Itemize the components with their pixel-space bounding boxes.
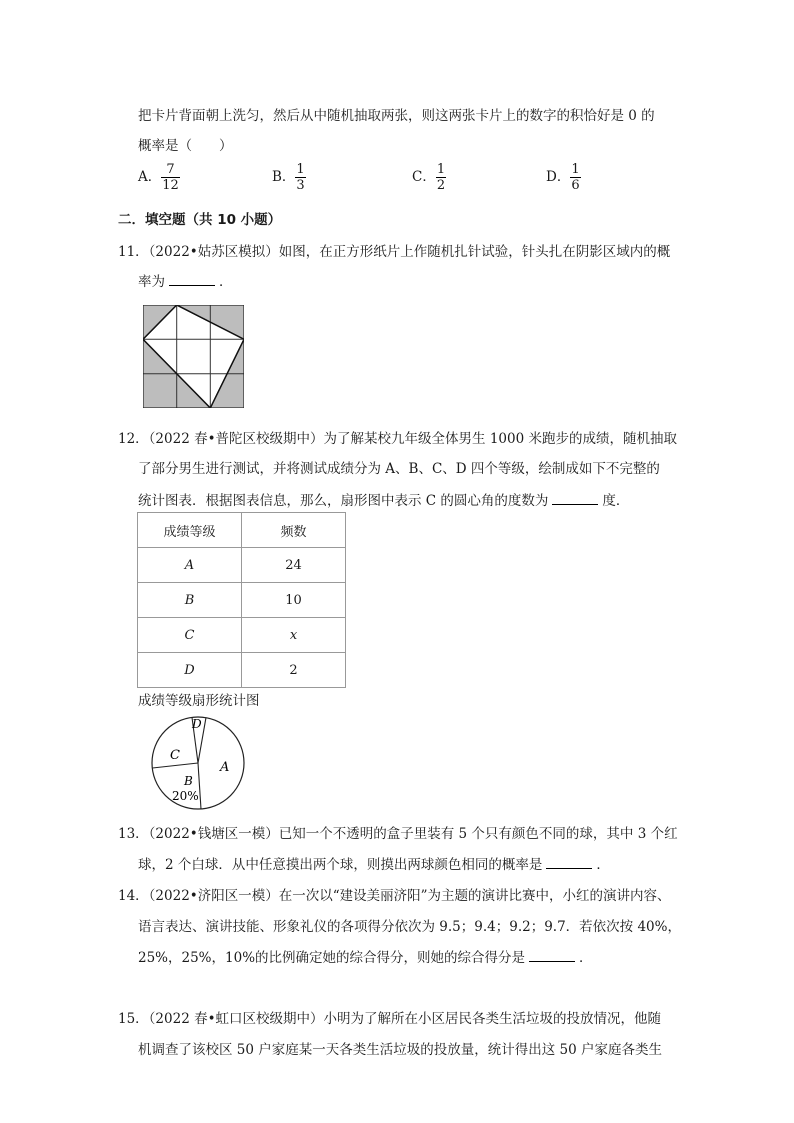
section-title: 二．填空题（共 10 小题） xyxy=(118,212,282,228)
pie-label-b-percent: 20% xyxy=(172,789,199,803)
table-row: A 24 xyxy=(138,548,346,583)
option-c-fraction: $\frac{1}{2}$ xyxy=(436,162,446,193)
q14-line-2: 语言表达、演讲技能、形象礼仪的各项得分依次为 9.5；9.4；9.2；9.7．若依次按 40%， xyxy=(138,919,681,935)
option-d[interactable] xyxy=(546,162,581,193)
option-b-label: B． xyxy=(272,169,296,185)
q15-line-2: 机调查了该校区 50 户家庭某一天各类生活垃圾的投放量，统计得出这 50 户家庭各类生 xyxy=(138,1042,663,1058)
option-c-label: C． xyxy=(412,169,436,185)
q14-answer-blank[interactable] xyxy=(529,950,575,962)
q12-answer-blank[interactable] xyxy=(552,493,598,505)
pie-label-d: D xyxy=(192,717,202,731)
q13-line-2: 球，2 个白球．从中任意摸出两个球，则摸出两球颜色相同的概率是 ． xyxy=(138,857,610,873)
q12-line-1: 12．（2022 春•普陀区校级期中）为了解某校九年级全体男生 1000 米跑步的成绩，随机抽取 xyxy=(118,431,677,447)
q11-square-figure xyxy=(143,305,244,408)
q12-frequency-table xyxy=(137,512,346,688)
table-header: 频数 xyxy=(242,513,346,548)
q12-line-2: 了部分男生进行测试，并将测试成绩分为 A、B、C、D 四个等级，绘制成如下不完整的 xyxy=(138,461,660,477)
q14-line-1: 14．（2022•济阳区一模）在一次以“建设美丽济阳”为主题的演讲比赛中，小红的演讲内容、 xyxy=(118,888,671,904)
q14-line-3: 25%，25%，10%的比例确定她的综合得分，则她的综合得分是 ． xyxy=(138,950,593,966)
q13-answer-blank[interactable] xyxy=(546,857,592,869)
table-row: B 10 xyxy=(138,583,346,618)
option-a[interactable] xyxy=(138,162,180,193)
intro-line-1: 把卡片背面朝上洗匀，然后从中随机抽取两张，则这两张卡片上的数字的积恰好是 0 的 xyxy=(138,108,655,124)
table-header: 成绩等级 xyxy=(138,513,242,548)
table-row: C x xyxy=(138,618,346,653)
pie-label-a: A xyxy=(220,760,230,775)
pie-label-c: C xyxy=(170,748,180,763)
table-header-row xyxy=(138,513,346,548)
q12-pie-chart xyxy=(150,713,250,813)
q12-line-3: 统计图表．根据图表信息，那么，扇形图中表示 C 的圆心角的度数为 度． xyxy=(138,493,630,509)
intro-line-2: 概率是（ ） xyxy=(138,138,233,154)
q11-line-2: 率为 ． xyxy=(138,274,233,290)
q13-line-1: 13．（2022•钱塘区一模）已知一个不透明的盒子里装有 5 个只有颜色不同的球，其中 3 个红 xyxy=(118,826,678,842)
option-b-fraction: $\frac{1}{3}$ xyxy=(296,162,305,193)
option-c[interactable] xyxy=(412,162,446,193)
q15-line-1: 15．（2022 春•虹口区校级期中）小明为了解所在小区居民各类生活垃圾的投放情况，他随 xyxy=(118,1011,662,1027)
q12-pie-title: 成绩等级扇形统计图 xyxy=(138,693,260,709)
table-row: D 2 xyxy=(138,653,346,688)
pie-label-b: B xyxy=(184,774,193,788)
option-d-label: D． xyxy=(546,169,571,185)
q11-text: 率为 xyxy=(138,274,165,290)
q11-answer-blank[interactable] xyxy=(169,274,215,286)
option-a-fraction: $\frac{7}{12}$ xyxy=(162,162,179,193)
q11-line-1: 11．（2022•姑苏区模拟）如图，在正方形纸片上作随机扎针试验，针头扎在阴影区域内的概 xyxy=(118,244,671,260)
option-d-fraction: $\frac{1}{6}$ xyxy=(571,162,580,193)
option-b[interactable] xyxy=(272,162,306,193)
option-a-label: A． xyxy=(138,169,162,185)
